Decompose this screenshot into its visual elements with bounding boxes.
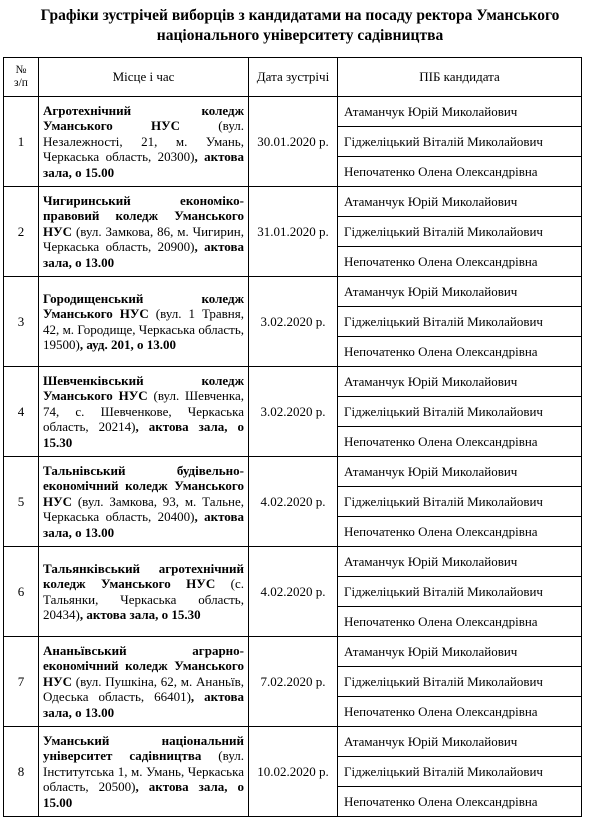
meeting-room-time: , ауд. 201, о 13.00 — [79, 337, 176, 352]
candidate-name: Гіджеліцький Віталій Миколайович — [338, 397, 582, 427]
college-address: (вул. Пушкіна, 62, м. Ананьїв, Одеська область, 66401) — [43, 673, 244, 705]
college-name: Шевченківський коледж Уманського НУС — [43, 372, 244, 404]
meeting-place — [39, 637, 249, 727]
meeting-date: 4.02.2020 р. — [249, 547, 338, 637]
row-number: 8 — [4, 727, 39, 817]
candidate-name: Непочатенко Олена Олександрівна — [338, 607, 582, 637]
table-header-row — [4, 58, 582, 97]
meeting-place — [39, 97, 249, 187]
candidate-name: Непочатенко Олена Олександрівна — [338, 247, 582, 277]
meeting-date: 3.02.2020 р. — [249, 277, 338, 367]
candidate-name: Атаманчук Юрій Миколайович — [338, 637, 582, 667]
college-name: Городищенський коледж Уманського НУС — [43, 290, 244, 321]
meeting-room-time: , актова зала, о 15.30 — [79, 607, 201, 622]
meeting-place — [39, 727, 249, 817]
table-row — [4, 97, 582, 127]
row-number: 7 — [4, 637, 39, 727]
college-address: (вул. Шевченка, 74, с. Шевченкове, Черкаська область, 20214) — [43, 388, 244, 435]
meeting-place — [39, 187, 249, 277]
schedule-table — [3, 57, 582, 817]
college-name: Тальянківський агротехнічний коледж Уманського НУС — [43, 560, 244, 591]
meeting-date: 4.02.2020 р. — [249, 457, 338, 547]
row-number: 6 — [4, 547, 39, 637]
candidate-name: Атаманчук Юрій Миколайович — [338, 187, 582, 217]
meeting-place — [39, 367, 249, 457]
meeting-room-time: , актова зала, о 15.00 — [43, 779, 244, 810]
table-row — [4, 727, 582, 757]
title-line-2: національного університету садівництва — [156, 27, 444, 44]
table-row — [4, 457, 582, 487]
header-date: Дата зустрічі — [249, 58, 338, 97]
college-address: (с. Тальянки, Черкаська область, 20434) — [43, 576, 244, 622]
title-line-1: Графіки зустрічей виборців з кандидатами на посаду ректора Уманського — [40, 7, 560, 24]
candidate-name: Атаманчук Юрій Миколайович — [338, 457, 582, 487]
college-name: Агротехнічний коледж Уманського НУС — [43, 102, 244, 134]
meeting-place — [39, 457, 249, 547]
table-row — [4, 277, 582, 307]
candidate-name: Непочатенко Олена Олександрівна — [338, 157, 582, 187]
college-address: (вул. Замкова, 86, м. Чигирин, Черкаська область, 20900) — [43, 223, 244, 255]
meeting-room-time: , актова зала, о 13.00 — [43, 239, 245, 270]
candidate-name: Атаманчук Юрій Миколайович — [338, 277, 582, 307]
meeting-date: 7.02.2020 р. — [249, 637, 338, 727]
table-body — [4, 97, 582, 817]
meeting-date: 3.02.2020 р. — [249, 367, 338, 457]
meeting-room-time: , актова зала, о 13.00 — [43, 689, 244, 720]
college-name: Ананьївський аграрно-економічний коледж Уманського НУС — [43, 642, 244, 689]
meeting-place — [39, 547, 249, 637]
meeting-date: 30.01.2020 р. — [249, 97, 338, 187]
row-number: 2 — [4, 187, 39, 277]
candidate-name: Гіджеліцький Віталій Миколайович — [338, 487, 582, 517]
college-name: Уманський національний університет садівництва — [43, 732, 244, 764]
candidate-name: Атаманчук Юрій Миколайович — [338, 547, 582, 577]
college-address: (вул. Інститутська 1, м. Умань, Черкаська область, 20500) — [43, 748, 244, 795]
college-address: (вул. 1 Травня, 42, м. Городище, Черкаська область, 19500) — [43, 306, 244, 352]
table-row — [4, 187, 582, 217]
table-row — [4, 547, 582, 577]
college-address: (вул. Незалежності, 21, м. Умань, Черкаська область, 20300) — [43, 118, 244, 165]
row-number: 1 — [4, 97, 39, 187]
header-candidate: ПІБ кандидата — [338, 58, 582, 97]
row-number: 4 — [4, 367, 39, 457]
table-row — [4, 367, 582, 397]
header-place: Місце і час — [39, 58, 249, 97]
candidate-name: Атаманчук Юрій Миколайович — [338, 97, 582, 127]
candidate-name: Атаманчук Юрій Миколайович — [338, 727, 582, 757]
meeting-room-time: , актова зала, о 13.00 — [43, 509, 245, 540]
candidate-name: Непочатенко Олена Олександрівна — [338, 427, 582, 457]
page-title — [10, 6, 590, 46]
candidate-name: Непочатенко Олена Олександрівна — [338, 787, 582, 817]
row-number: 3 — [4, 277, 39, 367]
candidate-name: Непочатенко Олена Олександрівна — [338, 337, 582, 367]
candidate-name: Гіджеліцький Віталій Миколайович — [338, 757, 582, 787]
meeting-place — [39, 277, 249, 367]
meeting-room-time: , актова зала, о 15.00 — [43, 149, 245, 180]
college-name: Чигиринський економіко-правовий коледж Уманського НУС — [43, 192, 244, 239]
college-address: (вул. Замкова, 93, м. Тальне, Черкаська область, 20400) — [43, 493, 244, 525]
row-number: 5 — [4, 457, 39, 547]
meeting-room-time: , актова зала, о 15.30 — [43, 419, 244, 450]
candidate-name: Гіджеліцький Віталій Миколайович — [338, 217, 582, 247]
candidate-name: Непочатенко Олена Олександрівна — [338, 697, 582, 727]
candidate-name: Гіджеліцький Віталій Миколайович — [338, 667, 582, 697]
header-number: № з/п — [4, 58, 39, 97]
candidate-name: Гіджеліцький Віталій Миколайович — [338, 127, 582, 157]
candidate-name: Атаманчук Юрій Миколайович — [338, 367, 582, 397]
candidate-name: Гіджеліцький Віталій Миколайович — [338, 307, 582, 337]
candidate-name: Непочатенко Олена Олександрівна — [338, 517, 582, 547]
table-row — [4, 637, 582, 667]
college-name: Тальнівський будівельно-економічний коледж Уманського НУС — [43, 462, 244, 509]
meeting-date: 31.01.2020 р. — [249, 187, 338, 277]
meeting-date: 10.02.2020 р. — [249, 727, 338, 817]
candidate-name: Гіджеліцький Віталій Миколайович — [338, 577, 582, 607]
